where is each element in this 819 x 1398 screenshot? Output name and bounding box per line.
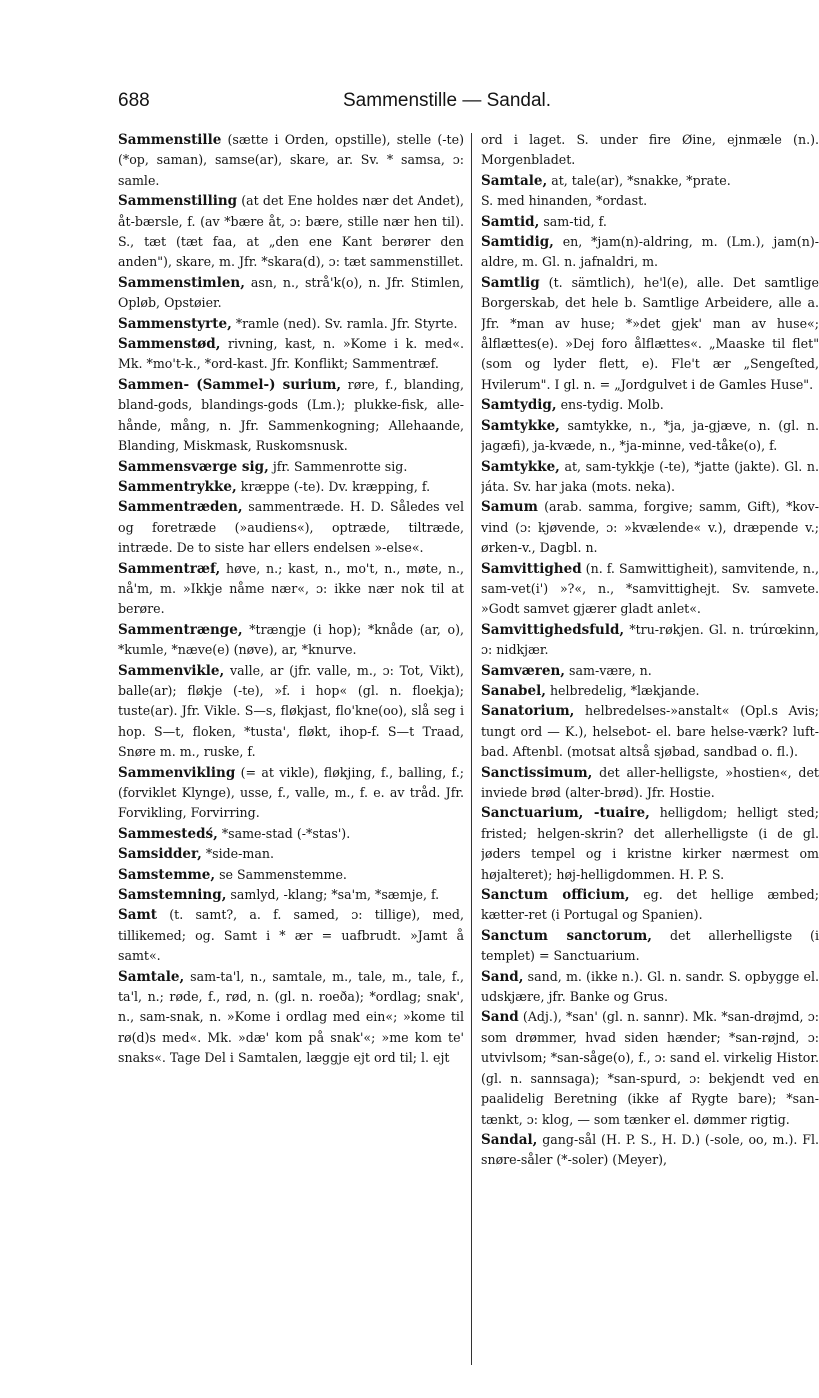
dictionary-entry — [118, 191, 464, 273]
entry-headword: Sammensværge sig, — [118, 458, 269, 475]
entry-definition: ord i laget. S. under fire Øine, ejnmæle (n.). Morgenbladet. — [481, 132, 819, 168]
page-number: 688 — [118, 90, 150, 111]
running-head: Sammenstille — Sandal. — [343, 90, 552, 111]
entry-definition: *ramle (ned). Sv. ramla. Jfr. Styrte. — [235, 315, 458, 331]
entry-definition: se Sammenstemme. — [219, 866, 347, 882]
entry-headword: Samvittighed — [481, 560, 582, 577]
entry-headword: Sammenstød, — [118, 336, 221, 353]
entry-definition: helligdom; helligt sted; fristed; helgen-skrin? det allerhelligste (i de gl. jøders tempel og i kristne kirker nærmest om højalteret); høj-helligdommen. H. P. S. — [481, 805, 819, 882]
entry-headword: Sammenvikling — [118, 764, 236, 781]
dictionary-entry — [481, 212, 819, 232]
entry-definition: asn, n., strå'k(o), n. Jfr. Stimlen, Opløb, Opstøier. — [118, 274, 464, 311]
entry-headword: Sanctum sanctorum, — [481, 927, 653, 944]
entry-definition: gang-sål (H. P. S., H. D.) (-sole, oo, m.). Fl. snøre-såler (*-soler) (Meyer), — [481, 1131, 819, 1168]
dictionary-entry — [118, 457, 464, 477]
entry-headword: Samtale, — [481, 172, 548, 189]
entry-headword: Sammentrykke, — [118, 478, 237, 495]
dictionary-entry — [481, 1007, 819, 1129]
dictionary-entry — [118, 885, 464, 905]
entry-headword: Samvittighedsfuld, — [481, 621, 625, 638]
entry-headword: Samtykke, — [481, 417, 560, 434]
entry-definition: *side-man. — [205, 846, 274, 862]
page-header — [118, 90, 698, 116]
entry-definition: kræppe (-te). Dv. kræpping, f. — [240, 478, 431, 494]
entry-headword: Samum — [481, 499, 538, 516]
entry-headword: Samtale, — [118, 968, 185, 985]
dictionary-entry — [481, 273, 819, 395]
entry-headword: Sammenstille — [118, 132, 222, 148]
entry-headword: Samtid, — [481, 213, 540, 230]
entry-headword: Sammenvikle, — [118, 662, 225, 679]
dictionary-entry — [481, 457, 819, 498]
dictionary-entry — [481, 661, 819, 681]
dictionary-entry — [481, 395, 819, 415]
entry-definition: helbredelig, *lækjande. — [549, 682, 700, 698]
entry-headword: Sammen- (Sammel-) surium, — [118, 376, 342, 393]
entry-definition: valle, ar (jfr. valle, m., ɔ: Tot, Vikt), balle(ar); fløkje (-te), »f. i hop« (gl. n. floekja); tuste(ar). Jfr. Vikle. S—s, fløkjast, flo'kne(oo), slå seg i hop. S—t, floken, *tusta', fløkt, ihop-f. S—t Traad, Snøre m. m., ruske, f. — [118, 662, 464, 760]
entry-definition: en, *jam(n)-aldring, m. (Lm.), jam(n)-aldre, m. Gl. n. jafnaldri, m. — [481, 234, 819, 270]
entry-headword: Samstemning, — [118, 887, 227, 904]
entry-definition: sam-tid, f. — [543, 213, 607, 229]
dictionary-entry — [481, 130, 819, 171]
entry-definition: sand, m. (ikke n.). Gl. n. sandr. S. opbygge el. udskjære, jfr. Banke og Grus. — [481, 968, 819, 1005]
dictionary-entry — [118, 273, 464, 314]
entry-definition: (t. sämtlich), he'l(e), alle. Det samtlige Borgerskab, det hele b. Samtlige Arbeidere, alle a. Jfr. *man av huse; *»det gjek' man av huse«; ålflættes(e). »Dej foro ålflættes«. „Maaske til flet" (som og lyder flett, e). Fle't ær „Sengeſted, Hvilerum". I gl. n. = „Jordgulvet i de Gamles Huse". — [481, 274, 819, 392]
entry-headword: Sammenstilling — [118, 193, 238, 210]
entry-definition: det allerhelligste (i templet) = Sanctuarium. — [481, 927, 819, 964]
dictionary-entry — [118, 314, 464, 334]
entry-headword: Sammentræden, — [118, 499, 243, 516]
dictionary-entry — [481, 763, 819, 804]
entry-definition: *trængje (i hop); *knåde (ar, o), *kumle, *næve(e) (nøve), ar, *knurve. — [118, 621, 464, 658]
entry-headword: Sanctissimum, — [481, 764, 593, 781]
entry-headword: Samtlig — [481, 274, 540, 291]
dictionary-entry — [481, 559, 819, 620]
entry-definition: røre, f., blanding, bland-gods, blandings-gods (Lm.); plukke-fisk, alle-hånde, mång, n. Jfr. Sammenkogning; Allehaande, Blanding, Miskmask, Ruskomsnusk. — [118, 376, 464, 454]
dictionary-entry — [118, 334, 464, 375]
entry-definition: at, tale(ar), *snakke, *prate. — [551, 172, 731, 188]
right-column — [481, 130, 819, 1370]
entry-definition: det aller-helligste, »hostien«, det inviede brød (alter-brød). Jfr. Hostie. — [481, 764, 819, 800]
entry-definition: rivning, kast, n. »Kome i k. med«. Mk. *mo't-k., *ord-kast. Jfr. Konflikt; Sammentræf. — [118, 336, 464, 372]
dictionary-entry — [118, 661, 464, 763]
dictionary-entry — [481, 967, 819, 1008]
dictionary-entry — [118, 905, 464, 966]
entry-definition: (arab. samma, forgive; samm, Gift), *kov-vind (ɔ: kjøvende, ɔ: »kvælende« v.), dræpende v.; ørken-v., Dagbl. n. — [481, 499, 819, 556]
dictionary-entry — [481, 171, 819, 191]
entry-headword: Samstemme, — [118, 866, 216, 883]
dictionary-entry — [481, 1130, 819, 1171]
entry-headword: Sand, — [481, 968, 524, 985]
entry-definition: (t. samt?, a. f. samed, ɔ: tillige), med, tillikemed; og. Samt i * ær = uafbrudt. »Jamt å samt«. — [118, 907, 464, 964]
entry-definition: eg. det hellige æmbed; kætter-ret (i Portugal og Spanien). — [481, 887, 819, 923]
dictionary-entry — [118, 375, 464, 457]
entry-definition: *same-stad (-*stas'). — [221, 825, 351, 841]
entry-headword: Samt — [118, 907, 158, 924]
dictionary-entry — [481, 803, 819, 885]
dictionary-entry — [118, 130, 464, 191]
entry-definition: (= at vikle), fløkjing, f., balling, f.; (forviklet Klynge), usse, f., valle, m., f. e. av tråd. Jfr. Forvikling, Forvirring. — [118, 764, 464, 821]
entry-definition: samlyd, -klang; *sa'm, *sæmje, f. — [230, 887, 440, 903]
dictionary-entry — [118, 477, 464, 497]
entry-headword: Sammenstimlen, — [118, 274, 245, 291]
dictionary-entry — [118, 763, 464, 824]
entry-headword: Sammentræf, — [118, 560, 221, 577]
dictionary-entry — [118, 865, 464, 885]
dictionary-entry — [118, 824, 464, 844]
dictionary-entry — [118, 620, 464, 661]
left-column — [118, 130, 464, 1370]
entry-headword: Sammenstyrte, — [118, 315, 232, 332]
entry-headword: Sanctuarium, -tuaire, — [481, 805, 650, 822]
dictionary-entry — [481, 497, 819, 558]
entry-definition: (Adj.), *san' (gl. n. sannr). Mk. *san-drøjmd, ɔ: som drømmer, hvad siden hænder; *san-røjnd, ɔ: utvivlsom; *san-såge(o), f., ɔ: sand el. virkelig Histor. (gl. n. sannsaga); *san-spurd, ɔ: bekjendt ved en paalidelig Beretning (ikke af Rygte bare); *san-tænkt, ɔ: klog, — som tænker el. dømmer rigtig. — [481, 1009, 819, 1127]
entry-headword: Sammestedś, — [118, 825, 218, 842]
entry-definition: at, sam-tykkje (-te), *jatte (jakte). Gl. n. játa. Sv. har jaka (mots. neka). — [481, 458, 819, 494]
entry-headword: Samsidder, — [118, 846, 202, 863]
entry-definition: jfr. Sammenrotte sig. — [272, 458, 408, 474]
entry-headword: Samtykke, — [481, 458, 560, 475]
dictionary-entry — [481, 620, 819, 661]
dictionary-entry — [481, 701, 819, 762]
entry-definition: sam-ta'l, n., samtale, m., tale, m., tale, f., ta'l, n.; røde, f., rød, n. (gl. n. roeða); *ordlag; snak', n., sam-snak, n. »Kome i ordlag med ein«; »kome til rø(d)s med«. Mk. »dæ' kom på snak'«; »me kom te' snaks«. Tage Del i Samtalen, læggje ejt ord til; l. ejt — [118, 968, 464, 1066]
entry-headword: Sanabel, — [481, 682, 546, 699]
entry-headword: Sand — [481, 1009, 519, 1026]
entry-headword: Samtidig, — [481, 234, 554, 251]
dictionary-entry — [481, 885, 819, 926]
entry-definition: S. med hinanden, *ordast. — [481, 193, 648, 209]
entry-definition: høve, n.; kast, n., mo't, n., møte, n., nå'm, m. »Ikkje nåme nær«, ɔ: ikke nær nok til at berøre. — [118, 560, 464, 617]
entry-definition: *tru-røkjen. Gl. n. trúrœkinn, ɔ: nidkjær. — [481, 621, 819, 658]
entry-headword: Samtydig, — [481, 397, 557, 414]
entry-definition: sammentræde. H. D. Således vel og foretræde (»audiens«), optræde, tiltræde, intræde. De to siste har ellers endelsen »-else«. — [118, 499, 464, 556]
column-divider — [471, 133, 472, 1365]
dictionary-entry — [481, 191, 819, 211]
dictionary-entry — [481, 232, 819, 273]
entry-headword: Sammentrænge, — [118, 621, 243, 638]
entry-headword: Sandal, — [481, 1131, 538, 1148]
entry-definition: (n. f. Samwittigheit), samvitende, n., sam-vet(i') »?«, n., *samvittighejt. Sv. samvete. »Godt samvet gjærer gladt anlet«. — [481, 560, 819, 617]
dictionary-entry — [481, 681, 819, 701]
dictionary-entry — [481, 416, 819, 457]
dictionary-entry — [118, 844, 464, 864]
entry-definition: (sætte i Orden, opstille), stelle (-te) (*op, saman), samse(ar), skare, ar. Sv. * samsa, ɔ: samle. — [118, 132, 464, 188]
dictionary-entry — [118, 967, 464, 1069]
entry-definition: (at det Ene holdes nær det Andet), åt-bærsle, f. (av *bære åt, ɔ: bære, stille nær hen til). S., tæt (tæt faa, at „den ene Kant berører den anden"), skare, m. Jfr. *skara(d), ɔ: tæt sammenstillet. — [118, 193, 464, 270]
entry-definition: ens-tydig. Molb. — [560, 397, 664, 413]
entry-definition: helbredelses-»anstalt« (Opl.s Avis; tungt ord — K.), helsebot- el. bare helse-værk? luft-bad. Aftenbl. (motsat altså sjøbad, sandbad o. fl.). — [481, 703, 819, 760]
entry-definition: samtykke, n., *ja, ja-gjæve, n. (gl. n. jagæfi), ja-kvæde, n., *ja-minne, ved-tåke(o), f. — [481, 417, 819, 454]
dictionary-entry — [118, 497, 464, 558]
entry-headword: Sanctum officium, — [481, 887, 630, 904]
entry-headword: Samværen, — [481, 662, 566, 679]
entry-definition: sam-være, n. — [569, 662, 652, 678]
entry-headword: Sanatorium, — [481, 703, 575, 720]
dictionary-entry — [118, 559, 464, 620]
dictionary-entry — [481, 926, 819, 967]
